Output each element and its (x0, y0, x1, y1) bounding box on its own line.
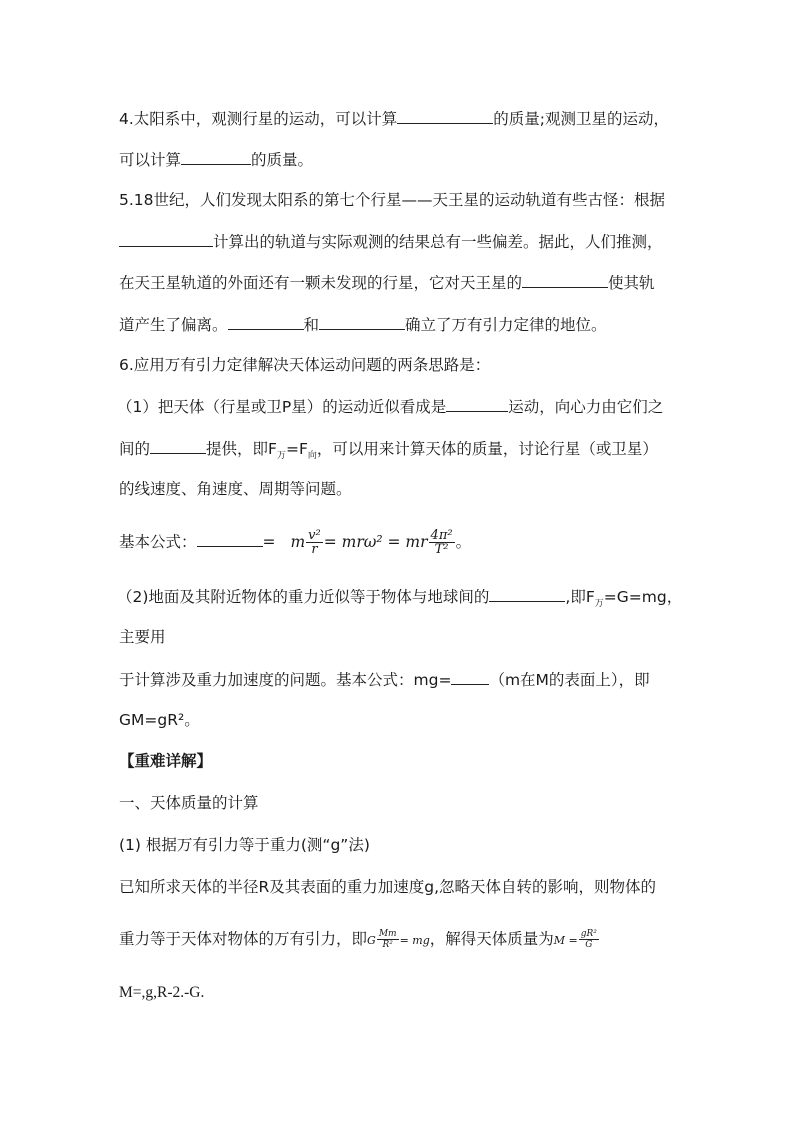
frac-numerator: 4π² (430, 528, 453, 543)
q6-formula-line (119, 524, 471, 560)
q5-text-1: 5.18世纪，人们发现太阳系的第七个行星——天王星的运动轨道有些古怪：根据 (119, 191, 666, 209)
q4-blank-2[interactable] (181, 148, 251, 165)
frac-denominator: r (311, 542, 318, 557)
q6-formula-label: 基本公式： (119, 533, 197, 551)
q6-p4-text-b: ,即F (565, 588, 595, 606)
q6-p2-sub-wan: 万 (276, 451, 286, 462)
q5-text-4c: 确立了万有引力定律的地位。 (405, 316, 607, 334)
frac-denominator: R² (382, 940, 393, 950)
q6-p6-text-a: 于计算涉及重力加速度的问题。基本公式：mg= (119, 671, 452, 689)
q4-line-1 (119, 107, 669, 130)
section-heading-text: 【重难详解】 (119, 752, 213, 770)
section-heading (119, 750, 212, 772)
q6-formula-frac-4pi2 (429, 529, 455, 556)
q6-p4-sub: 万 (594, 599, 604, 610)
q6-p2-text-a: 间的 (119, 440, 151, 458)
q6-para2-line4 (119, 709, 200, 731)
q6-formula-end: 。 (455, 533, 472, 551)
q6-formula-frac-v2r (306, 529, 323, 556)
q6-para2-line3 (119, 668, 650, 691)
q6-blank-3[interactable] (197, 530, 263, 547)
q4-text-1a: 4.太阳系中，观测行星的运动，可以计算 (119, 110, 398, 128)
frac-numerator: Mm (378, 929, 397, 939)
q6-p1-text-a: （1）把天体（行星或卫P星）的运动近似看成是 (117, 398, 447, 416)
d2-frac-gr2-g (579, 929, 599, 950)
q5-line-1 (119, 189, 665, 211)
section-desc1-text: 已知所求天体的半径R及其表面的重力加速度g,忽略天体自转的影响，则物体的 (119, 878, 657, 896)
q6-para1-line2 (119, 437, 658, 467)
section-desc-line1 (119, 876, 656, 898)
q6-title (119, 354, 490, 376)
q6-para1-line1 (117, 395, 663, 418)
q6-p5-text: 主要用 (119, 628, 166, 646)
q6-p6-text-b: （m在M的表面上），即 (489, 671, 650, 689)
q5-line-4 (119, 313, 607, 336)
q5-blank-2[interactable] (522, 271, 608, 288)
q6-formula-eq: = (262, 533, 276, 551)
q5-line-3 (119, 271, 655, 294)
frac-numerator: v² (308, 528, 321, 543)
section-sub1 (119, 792, 259, 814)
q5-line-2 (119, 230, 663, 253)
q5-text-2b: 计算出的轨道与实际观测的结果总有一些偏差。据此，人们推测， (213, 233, 663, 251)
q6-para2-line1 (117, 585, 682, 615)
q5-text-3b: 使其轨 (608, 274, 655, 292)
section-item1-text: (1) 根据万有引力等于重力(测“g”法) (119, 836, 370, 854)
q5-blank-1[interactable] (119, 230, 213, 247)
section-item1 (119, 834, 370, 856)
d2-G: G (367, 934, 376, 947)
frac-denominator: T² (434, 542, 449, 557)
q5-blank-3[interactable] (228, 313, 304, 330)
q4-text-1b: 的质量;观测卫星的运动， (493, 110, 670, 128)
q6-blank-4[interactable] (489, 585, 565, 602)
q5-text-4a: 道产生了偏离。 (119, 316, 228, 334)
q6-blank-5[interactable] (451, 668, 489, 685)
section-sub1-text: 一、天体质量的计算 (119, 794, 259, 812)
q6-p2-text-b: 提供，即F (206, 440, 277, 458)
q5-blank-4[interactable] (319, 313, 405, 330)
q6-blank-1[interactable] (446, 395, 508, 412)
section-desc2-text-b: ，解得天体质量为 (429, 930, 554, 948)
q6-p1-text-b: 运动，向心力由它们之 (508, 398, 664, 416)
q4-blank-1[interactable] (397, 107, 493, 124)
q6-p2-text-c: =F (285, 440, 308, 458)
q6-blank-2[interactable] (150, 437, 206, 454)
q6-p7-text: GM=gR²。 (119, 711, 200, 729)
section-desc2-text-a: 重力等于天体对物体的万有引力，即 (119, 930, 368, 948)
q6-p2-text-d: ，可以用来计算天体的质量，讨论行星（或卫星） (316, 440, 658, 458)
d2-M: M = (553, 934, 578, 947)
q4-line-2 (119, 148, 313, 171)
frac-numerator: gR² (580, 929, 597, 939)
q6-p3-text: 的线速度、角速度、周期等问题。 (119, 480, 352, 498)
section-desc-line2 (119, 924, 600, 956)
q5-text-4b: 和 (303, 316, 320, 334)
section-desc3-text: M=,g,R-2.-G. (119, 984, 205, 1001)
q4-text-2b: 的质量。 (251, 151, 314, 169)
q4-text-2a: 可以计算 (119, 151, 182, 169)
q6-para1-line3 (119, 478, 352, 500)
q6-p2-sub-xiang: 向 (307, 451, 317, 462)
q6-formula-mid: = mrω² = mr (323, 533, 428, 551)
q6-p4-text-c: =G=mg， (603, 588, 683, 606)
q6-title-text: 6.应用万有引力定律解决天体运动问题的两条思路是： (119, 356, 491, 374)
q5-text-3a: 在天王星轨道的外面还有一颗未发现的行星，它对天王星的 (119, 274, 523, 292)
q6-formula-m: m (290, 533, 306, 551)
d2-frac-mm-r2 (377, 929, 399, 950)
frac-denominator: G (585, 940, 593, 950)
section-desc-line3 (119, 982, 204, 1004)
q6-p4-text-a: （2)地面及其附近物体的重力近似等于物体与地球间的 (117, 588, 490, 606)
q6-para2-line2 (119, 626, 166, 648)
d2-eq-mg: = mg (399, 934, 430, 947)
